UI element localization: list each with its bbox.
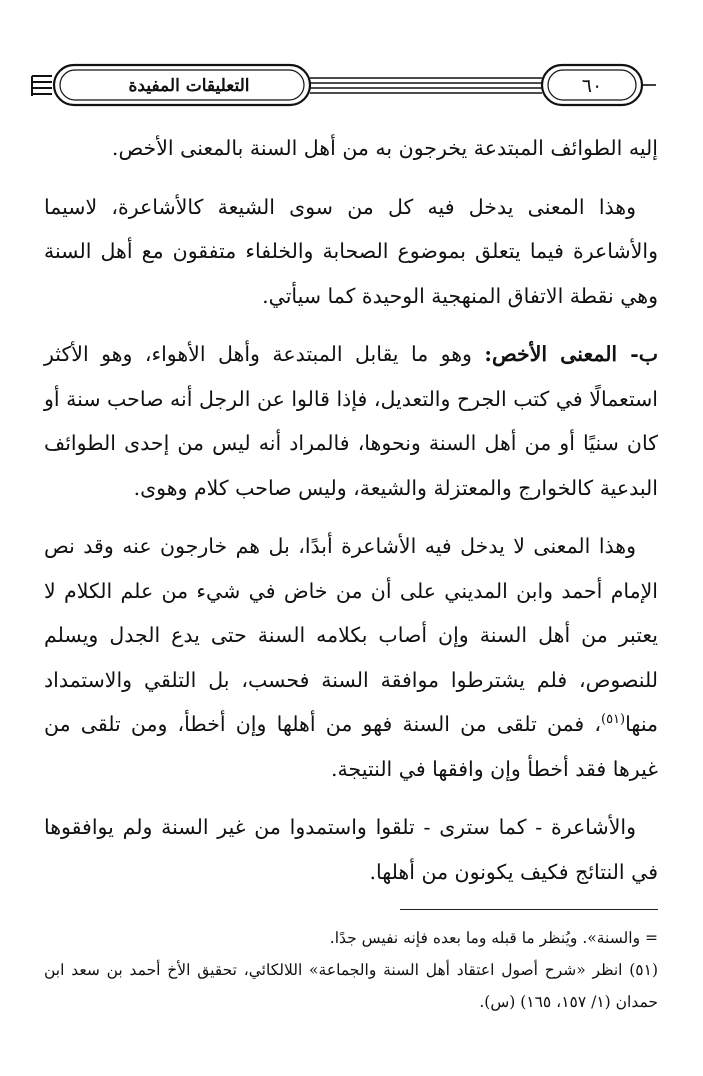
footnote-continued: = والسنة». ويُنظر ما قبله وما بعده فإنه نفيس جدًا.: [329, 929, 658, 947]
footnote-51: (٥١) انظر «شرح أصول اعتقاد أهل السنة والجماعة» اللالكائي، تحقيق الأخ أحمد بن سعد ابن حمدان (١/ ١٥٧، ١٦٥) (س).: [44, 961, 658, 1011]
running-header: [30, 62, 658, 110]
paragraph-4-text-b: ، فمن تلقى من السنة فهو من أهلها وإن أخطأ، ومن تلقى من غيرها فقد أخطأ وإن وافقها في النتيجة.: [44, 712, 658, 781]
main-text: [44, 126, 658, 894]
paragraph-spacer: [44, 318, 658, 332]
book-title: التعليقات المفيدة: [128, 76, 250, 96]
paragraph-3-text: وهو ما يقابل المبتدعة وأهل الأهواء، وهو الأكثر استعمالًا في كتب الجرح والتعديل، فإذا قالوا عن الرجل أنه صاحب سنة أو كان سنيًا أو من أهل السنة ونحوها، فالمراد أنه ليس من إحدى الطوائف البدعية كالخوارج والمعتزلة والشيعة، وليس صاحب كلام وهوى.: [44, 342, 658, 500]
paragraph-spacer: [44, 791, 658, 805]
paragraph-5: والأشاعرة - كما سترى - تلقوا واستمدوا من غير السنة ولم يوافقوها في النتائج فكيف يكونون من أهلها.: [44, 815, 658, 884]
paragraph-2: وهذا المعنى يدخل فيه كل من سوى الشيعة كالأشاعرة، لاسيما والأشاعرة فيما يتعلق بموضوع الصحابة والخلفاء متفقون مع أهل السنة وهي نقطة الاتفاق المنهجية الوحيدة كما سيأتي.: [44, 194, 658, 308]
page-number: ٦٠: [581, 75, 603, 97]
footnotes: [44, 922, 658, 1018]
footnote-reference[interactable]: (٥١): [601, 712, 626, 728]
footnote-separator: [400, 909, 658, 910]
paragraph-spacer: [44, 171, 658, 185]
paragraph-4: [44, 524, 658, 791]
section-term: ب- المعنى الأخص:: [484, 342, 658, 366]
paragraph-spacer: [44, 510, 658, 524]
paragraph-4-text-a: وهذا المعنى لا يدخل فيه الأشاعرة أبدًا، بل هم خارجون عنه وقد نص الإمام أحمد وابن المديني على أن من خاض في شيء من علم الكلام لا يعتبر من أهل السنة وإن أصاب بكلامه السنة حتى يدع الجدل ويسلم للنصوص، فلم يشترطوا موافقة السنة فحسب، بل التلقي والاستمداد منها: [44, 534, 658, 736]
paragraph-3: [44, 332, 658, 510]
paragraph-1: إليه الطوائف المبتدعة يخرجون به من أهل السنة بالمعنى الأخص.: [111, 136, 658, 160]
